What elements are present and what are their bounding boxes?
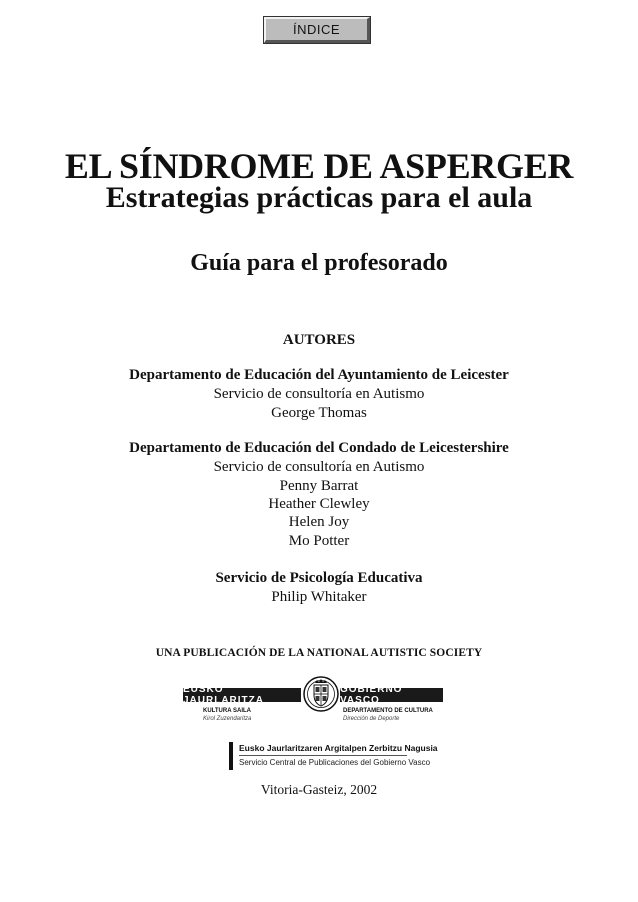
author-name: Philip Whitaker	[271, 589, 367, 605]
logo-bar-spanish: GOBIERNO VASCO	[340, 688, 443, 702]
dept-sport-es: Dirección de Deporte	[343, 716, 400, 722]
publisher-eu: Eusko Jaurlaritzaren Argitalpen Zerbitzu Nagusia	[239, 743, 438, 753]
dept-psychology: Servicio de Psicología Educativa	[215, 570, 423, 586]
author-name: Helen Joy	[288, 514, 350, 530]
index-button[interactable]: ÍNDICE	[264, 17, 370, 43]
dept-sport-eu: Kirol Zuzendaritza	[203, 716, 252, 722]
guide-subtitle: Guía para el profesorado	[190, 250, 448, 276]
book-subtitle: Estrategias prácticas para el aula	[105, 181, 533, 214]
publisher-mark-icon	[229, 742, 233, 770]
dept-leicestershire: Departamento de Educación del Condado de Leicestershire	[129, 440, 509, 456]
dept-leicester: Departamento de Educación del Ayuntamiento de Leicester	[129, 367, 509, 383]
publication-note: UNA PUBLICACIÓN DE LA NATIONAL AUTISTIC SOCIETY	[155, 647, 483, 659]
service-autism-1: Servicio de consultoría en Autismo	[213, 386, 425, 402]
publisher-divider	[239, 755, 407, 756]
author-name: Heather Clewley	[268, 496, 370, 512]
authors-heading: AUTORES	[282, 332, 356, 348]
coat-of-arms-icon	[302, 674, 340, 714]
service-autism-2: Servicio de consultoría en Autismo	[213, 459, 425, 475]
place-date: Vitoria-Gasteiz, 2002	[260, 782, 378, 797]
dept-culture-eu: KULTURA SAILA	[203, 708, 251, 714]
author-name: Mo Potter	[288, 533, 350, 549]
author-name: Penny Barrat	[279, 478, 359, 494]
logo-bar-basque: EUSKO JAURLARITZA	[183, 688, 301, 702]
author-name: George Thomas	[271, 405, 367, 421]
book-title: EL SÍNDROME DE ASPERGER	[64, 146, 574, 186]
publisher-es: Servicio Central de Publicaciones del Gobierno Vasco	[239, 758, 431, 767]
dept-culture-es: DEPARTAMENTO DE CULTURA	[343, 708, 433, 714]
